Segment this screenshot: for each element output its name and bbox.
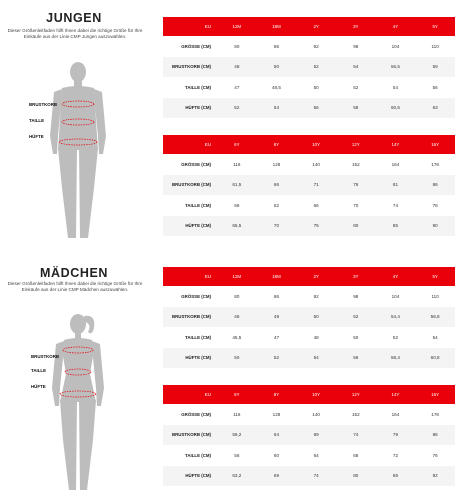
row-label: GRÖSSE (CM): [163, 36, 217, 57]
table-cell: 52: [217, 98, 257, 119]
table-cell: 116: [217, 404, 257, 425]
table-cell: 104: [376, 286, 416, 307]
table-header-cell: 12Y: [336, 385, 376, 404]
table-cell: 58: [336, 98, 376, 119]
table-cell: 54: [376, 77, 416, 98]
table-header-row: [163, 17, 455, 36]
table-cell: 54: [296, 348, 336, 369]
table-cell: 61,5: [217, 175, 257, 196]
table-row: [163, 216, 455, 237]
table-header-cell: 5Y: [415, 267, 455, 286]
table-header-cell: EU: [163, 17, 217, 36]
table-row: [163, 307, 455, 328]
table-cell: 74: [376, 195, 416, 216]
table-cell: 80: [217, 286, 257, 307]
table-row: [163, 36, 455, 57]
table-header-row: [163, 135, 455, 154]
table-cell: 86: [376, 466, 416, 487]
table-cell: 66: [296, 195, 336, 216]
table-cell: 81: [376, 175, 416, 196]
row-label: GRÖSSE (CM): [163, 286, 217, 307]
table-header-cell: 12Y: [336, 135, 376, 154]
table-cell: 45,5: [217, 327, 257, 348]
table-cell: 52: [296, 57, 336, 78]
row-label: GRÖSSE (CM): [163, 154, 217, 175]
table-cell: 49: [257, 307, 297, 328]
table-cell: 64: [296, 445, 336, 466]
table-header-cell: 2Y: [296, 267, 336, 286]
table-cell: 56,8: [415, 307, 455, 328]
table-cell: 65,5: [217, 216, 257, 237]
table-cell: 86: [415, 425, 455, 446]
boys-label-hip: HÜFTE: [29, 134, 44, 139]
table-cell: 110: [415, 36, 455, 57]
girls-title: MÄDCHEN: [39, 266, 109, 280]
row-label: BRUSTKORB (CM): [163, 57, 217, 78]
table-cell: 50: [296, 77, 336, 98]
row-label: BRUSTKORB (CM): [163, 307, 217, 328]
table-cell: 54: [415, 327, 455, 348]
girl-figure: [38, 310, 118, 500]
table-cell: 128: [257, 404, 297, 425]
table-row: [163, 286, 455, 307]
girls-label-hip: HÜFTE: [31, 384, 46, 389]
table-header-cell: 2Y: [296, 17, 336, 36]
table-cell: 50: [296, 307, 336, 328]
table-row: [163, 154, 455, 175]
table-header-cell: 12M: [217, 17, 257, 36]
table-cell: 92: [296, 286, 336, 307]
table-cell: 50: [217, 348, 257, 369]
table-cell: 60: [257, 445, 297, 466]
row-label: TAILLE (CM): [163, 195, 217, 216]
table-row: [163, 57, 455, 78]
table-header-cell: 16Y: [415, 385, 455, 404]
table-cell: 164: [376, 154, 416, 175]
table-cell: 70: [336, 195, 376, 216]
girls-label-waist: TAILLE: [31, 368, 47, 373]
table-cell: 86: [415, 175, 455, 196]
table-cell: 92: [415, 466, 455, 487]
table-cell: 47: [217, 77, 257, 98]
table-cell: 140: [296, 404, 336, 425]
table-cell: 58,4: [376, 348, 416, 369]
table-header-cell: EU: [163, 135, 217, 154]
table-cell: 56: [415, 77, 455, 98]
row-label: HÜFTE (CM): [163, 98, 217, 119]
row-label: TAILLE (CM): [163, 445, 217, 466]
table-row: [163, 445, 455, 466]
row-label: TAILLE (CM): [163, 77, 217, 98]
table-cell: 56: [336, 348, 376, 369]
table-cell: 75: [296, 216, 336, 237]
table-header-cell: 14Y: [376, 385, 416, 404]
table-row: [163, 195, 455, 216]
table-cell: 152: [336, 154, 376, 175]
table-cell: 176: [415, 404, 455, 425]
boys-table-large: [163, 135, 455, 236]
girls-label-chest: BRUSTKORB: [31, 354, 60, 359]
table-cell: 90: [415, 216, 455, 237]
table-cell: 47: [257, 327, 297, 348]
table-cell: 69: [296, 425, 336, 446]
table-header-cell: 10Y: [296, 385, 336, 404]
row-label: TAILLE (CM): [163, 327, 217, 348]
table-header-cell: 18M: [257, 267, 297, 286]
boys-title: JUNGEN: [46, 11, 102, 25]
table-cell: 74: [336, 425, 376, 446]
table-header-cell: 6Y: [217, 385, 257, 404]
table-header-cell: 10Y: [296, 135, 336, 154]
table-cell: 63: [415, 98, 455, 119]
table-header-cell: EU: [163, 267, 217, 286]
boys-description: Dieser Größenleitfaden hilft Ihnen dabei die richtige Größe für Ihre Einkäufe aus der Linie CMP Jungen auszuwählen.: [7, 28, 143, 39]
row-label: GRÖSSE (CM): [163, 404, 217, 425]
table-row: [163, 77, 455, 98]
table-cell: 62: [257, 195, 297, 216]
table-cell: 63,2: [217, 466, 257, 487]
table-header-cell: 5Y: [415, 17, 455, 36]
table-cell: 176: [415, 154, 455, 175]
table-cell: 70: [257, 216, 297, 237]
table-row: [163, 98, 455, 119]
girls-description: Dieser Größenleitfaden hilft Ihnen dabei die richtige Größe für Ihre Einkäufe aus der Linie CMP Mädchen auszuwählen.: [7, 281, 143, 292]
table-cell: 164: [376, 404, 416, 425]
table-cell: 86: [257, 36, 297, 57]
table-cell: 48,5: [257, 77, 297, 98]
row-label: HÜFTE (CM): [163, 216, 217, 237]
table-cell: 92: [296, 36, 336, 57]
table-header-cell: 14Y: [376, 135, 416, 154]
table-row: [163, 348, 455, 369]
table-cell: 54: [336, 57, 376, 78]
boys-table-small: [163, 17, 455, 118]
table-cell: 54: [257, 98, 297, 119]
row-label: HÜFTE (CM): [163, 348, 217, 369]
table-cell: 110: [415, 286, 455, 307]
table-row: [163, 404, 455, 425]
table-cell: 86: [257, 286, 297, 307]
table-cell: 59: [415, 57, 455, 78]
girls-table-large: [163, 385, 455, 486]
table-cell: 152: [336, 404, 376, 425]
table-cell: 52: [376, 327, 416, 348]
table-cell: 52: [336, 77, 376, 98]
table-header-cell: 3Y: [336, 267, 376, 286]
table-cell: 60,5: [376, 98, 416, 119]
table-row: [163, 466, 455, 487]
table-row: [163, 175, 455, 196]
table-header-cell: EU: [163, 385, 217, 404]
table-header-cell: 12M: [217, 267, 257, 286]
table-cell: 72: [376, 445, 416, 466]
table-header-cell: 4Y: [376, 17, 416, 36]
table-cell: 116: [217, 154, 257, 175]
table-row: [163, 327, 455, 348]
table-header-cell: 18M: [257, 17, 297, 36]
table-cell: 48: [217, 57, 257, 78]
table-cell: 48: [296, 327, 336, 348]
table-cell: 128: [257, 154, 297, 175]
table-cell: 85: [376, 216, 416, 237]
girls-section: [0, 250, 459, 500]
table-cell: 46: [217, 307, 257, 328]
table-cell: 79: [376, 425, 416, 446]
table-header-row: [163, 267, 455, 286]
table-cell: 98: [336, 286, 376, 307]
boys-label-chest: BRUSTKORB: [29, 102, 58, 107]
table-cell: 104: [376, 36, 416, 57]
table-cell: 80: [336, 216, 376, 237]
table-header-cell: 3Y: [336, 17, 376, 36]
table-cell: 54,4: [376, 307, 416, 328]
table-cell: 76: [415, 445, 455, 466]
table-cell: 64: [257, 425, 297, 446]
table-header-cell: 16Y: [415, 135, 455, 154]
table-cell: 52: [257, 348, 297, 369]
table-cell: 56,5: [376, 57, 416, 78]
table-header-cell: 4Y: [376, 267, 416, 286]
table-cell: 66: [257, 175, 297, 196]
table-cell: 80: [336, 466, 376, 487]
row-label: BRUSTKORB (CM): [163, 425, 217, 446]
table-cell: 80: [217, 36, 257, 57]
table-cell: 74: [296, 466, 336, 487]
boys-label-waist: TAILLE: [29, 118, 45, 123]
table-cell: 50: [257, 57, 297, 78]
table-cell: 68: [336, 445, 376, 466]
table-cell: 58: [217, 195, 257, 216]
table-cell: 50: [336, 327, 376, 348]
table-cell: 78: [415, 195, 455, 216]
table-cell: 52: [336, 307, 376, 328]
girls-table-small: [163, 267, 455, 368]
table-header-row: [163, 385, 455, 404]
table-cell: 98: [336, 36, 376, 57]
table-cell: 56: [217, 445, 257, 466]
table-header-cell: 8Y: [257, 135, 297, 154]
table-cell: 69: [257, 466, 297, 487]
table-header-cell: 8Y: [257, 385, 297, 404]
table-cell: 76: [336, 175, 376, 196]
table-header-cell: 6Y: [217, 135, 257, 154]
boy-figure: [38, 58, 118, 248]
table-cell: 60,8: [415, 348, 455, 369]
table-cell: 56: [296, 98, 336, 119]
table-cell: 71: [296, 175, 336, 196]
row-label: BRUSTKORB (CM): [163, 175, 217, 196]
table-row: [163, 425, 455, 446]
row-label: HÜFTE (CM): [163, 466, 217, 487]
table-cell: 59,2: [217, 425, 257, 446]
table-cell: 140: [296, 154, 336, 175]
